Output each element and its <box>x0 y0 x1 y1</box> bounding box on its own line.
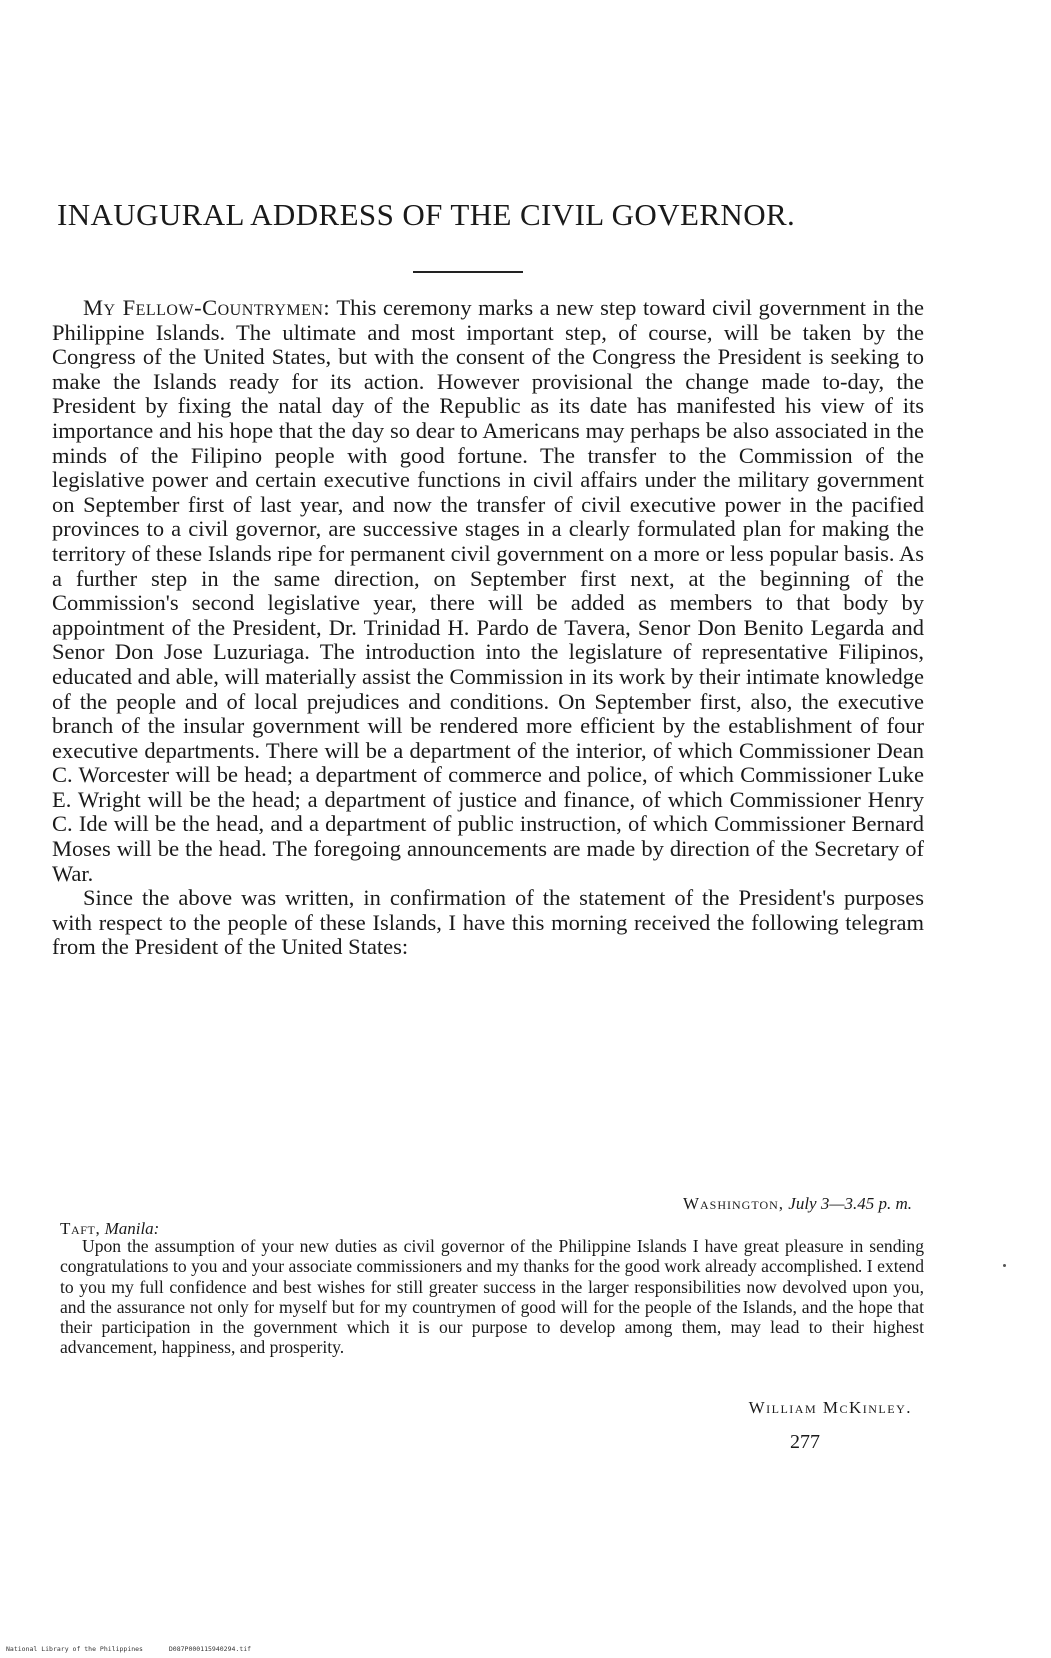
salutation: My Fellow-Countrymen: <box>83 295 331 320</box>
addressee-city: Manila: <box>104 1219 160 1238</box>
paragraph-1-text: This ceremony marks a new step toward civil government in the Philippine Islands. The ultimate and most important step, of course, will be taken by the Congress of the United States, but with the consent of the Congress the President is seeking to make the Islands ready for its action. However provisional the change made to-day, the President by fixing the natal day of the Republic as its date has manifested his view of its importance and his hope that the day so dear to Americans may perhaps be also associated in the minds of the Filipino people with good fortune. The transfer to the Commission of the legislative power and certain executive functions in civil affairs under the military government on September first of last year, and now the transfer of civil executive power in the pacified provinces to a civil governor, are successive stages in a clearly formulated plan for making the territory of these Islands ripe for permanent civil government on a more or less popular basis. As a further step in the same direction, on September first next, at the beginning of the Commission's second legislative year, there will be added as members to that body by appointment of the President, Dr. Trinidad H. Pardo de Tavera, Senor Don Benito Legarda and Senor Don Jose Luzuriaga. The introduction into the legislature of representative Filipinos, educated and able, will materially assist the Commission in its work by their intimate knowledge of the people and of local prejudices and conditions. On September first, also, the executive branch of the insular government will be rendered more efficient by the establishment of four executive departments. There will be a department of the interior, of which Commissioner Dean C. Worcester will be head; a department of commerce and police, of which Commissioner Luke E. Wright will be the head; a department of justice and finance, of which Commissioner Henry C. Ide will be the head, and a department of public instruction, of which Commissioner Bernard Moses will be the head. The foregoing announcements are made by direction of the Secretary of War. <box>52 295 925 886</box>
telegram-signature: William McKinley. <box>748 1398 912 1417</box>
dateline-place: Washington, <box>682 1194 785 1213</box>
paragraph-1 <box>52 296 924 886</box>
addressee-name: Taft, <box>60 1219 101 1238</box>
footer-library: National Library of the Philippines <box>6 1645 143 1653</box>
scan-footer <box>6 1645 273 1653</box>
telegram-text: Upon the assumption of your new duties as civil governor of the Philippine Islands I have great pleasure in sending congratulations to you and your associate commissioners and my thanks for the good work already accomplished. I extend to you my full confidence and best wishes for still greater success in the larger responsibilities now devolved upon you, and the assurance not only for myself but for my countrymen of good will for the people of the Islands, and the hope that their participation in the government which it is our purpose to develop among them, may lead to their highest advancement, happiness, and prosperity. <box>60 1236 924 1358</box>
footer-file-id: D087P000115940294.tif <box>168 1645 252 1653</box>
page-title: INAUGURAL ADDRESS OF THE CIVIL GOVERNOR. <box>57 197 796 232</box>
address-body <box>52 296 924 960</box>
dateline-time: July 3—3.45 p. m. <box>788 1194 912 1213</box>
title-divider <box>413 271 523 273</box>
telegram-dateline <box>560 1194 912 1214</box>
paragraph-2: Since the above was written, in confirmation of the statement of the President's purposes with respect to the people of these Islands, I have this morning received the following telegram from the President of the United States: <box>52 885 924 960</box>
page-number: 277 <box>790 1431 820 1453</box>
scan-speck <box>1003 1264 1006 1267</box>
